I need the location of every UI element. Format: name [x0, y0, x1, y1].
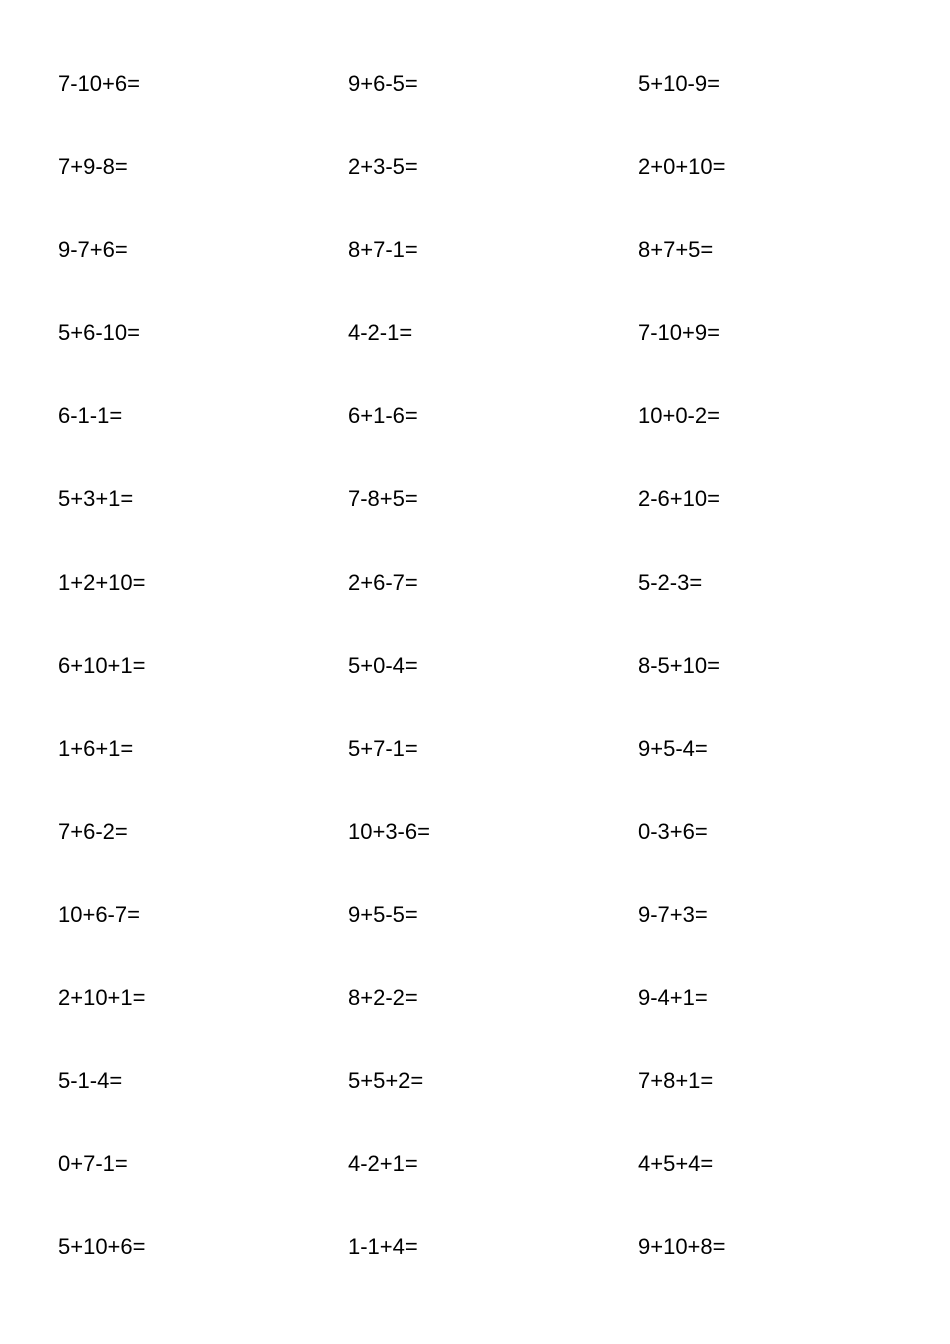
math-problem: 7+6-2= — [58, 818, 128, 844]
problem-row — [58, 394, 928, 477]
math-worksheet — [58, 62, 928, 1308]
math-problem: 1+2+10= — [58, 569, 146, 595]
math-problem: 8+7+5= — [638, 237, 714, 263]
math-problem: 8-5+10= — [638, 652, 720, 678]
math-problem: 8+2-2= — [348, 985, 418, 1011]
math-problem: 9+5-5= — [348, 901, 418, 927]
math-problem: 6+1-6= — [348, 403, 418, 429]
math-problem: 9-4+1= — [638, 985, 708, 1011]
math-problem: 5+6-10= — [58, 320, 140, 346]
math-problem: 10+6-7= — [58, 901, 140, 927]
problem-row — [58, 976, 928, 1059]
math-problem: 9+6-5= — [348, 71, 418, 96]
math-problem: 4+5+4= — [638, 1151, 714, 1177]
problem-row — [58, 228, 928, 311]
math-problem: 10+0-2= — [638, 403, 720, 429]
math-problem: 2+6-7= — [348, 569, 418, 595]
math-problem: 0+7-1= — [58, 1151, 128, 1177]
problem-row — [58, 644, 928, 727]
math-problem: 5+10-9= — [638, 71, 720, 96]
math-problem: 10+3-6= — [348, 818, 430, 844]
problem-row — [58, 145, 928, 228]
math-problem: 9+10+8= — [638, 1234, 726, 1260]
math-problem: 7+8+1= — [638, 1068, 714, 1094]
problem-row — [58, 1059, 928, 1142]
math-problem: 5+7-1= — [348, 735, 418, 761]
math-problem: 2+10+1= — [58, 985, 146, 1011]
problem-row — [58, 311, 928, 394]
math-problem: 5+3+1= — [58, 486, 134, 512]
math-problem: 2-6+10= — [638, 486, 720, 512]
math-problem: 5+0-4= — [348, 652, 418, 678]
math-problem: 6-1-1= — [58, 403, 123, 429]
math-problem: 2+0+10= — [638, 154, 726, 180]
problem-row — [58, 893, 928, 976]
math-problem: 0-3+6= — [638, 818, 708, 844]
problem-row — [58, 62, 928, 145]
math-problem: 7-10+6= — [58, 71, 140, 96]
math-problem: 5-1-4= — [58, 1068, 123, 1094]
problem-row — [58, 1142, 928, 1225]
math-problem: 4-2+1= — [348, 1151, 418, 1177]
math-problem: 7+9-8= — [58, 154, 128, 180]
math-problem: 9+5-4= — [638, 735, 708, 761]
math-problem: 5+5+2= — [348, 1068, 424, 1094]
math-problem: 1-1+4= — [348, 1234, 418, 1260]
problem-row — [58, 1225, 928, 1308]
math-problem: 5-2-3= — [638, 569, 703, 595]
math-problem: 4-2-1= — [348, 320, 413, 346]
problem-row — [58, 810, 928, 893]
math-problem: 1+6+1= — [58, 735, 134, 761]
math-problem: 7-10+9= — [638, 320, 720, 346]
math-problem: 2+3-5= — [348, 154, 418, 180]
math-problem: 6+10+1= — [58, 652, 146, 678]
math-problem: 7-8+5= — [348, 486, 418, 512]
math-problem: 5+10+6= — [58, 1234, 146, 1260]
problem-row — [58, 727, 928, 810]
math-problem: 9-7+6= — [58, 237, 128, 263]
problem-row — [58, 561, 928, 644]
math-problem: 8+7-1= — [348, 237, 418, 263]
problem-row — [58, 477, 928, 560]
math-problem: 9-7+3= — [638, 901, 708, 927]
